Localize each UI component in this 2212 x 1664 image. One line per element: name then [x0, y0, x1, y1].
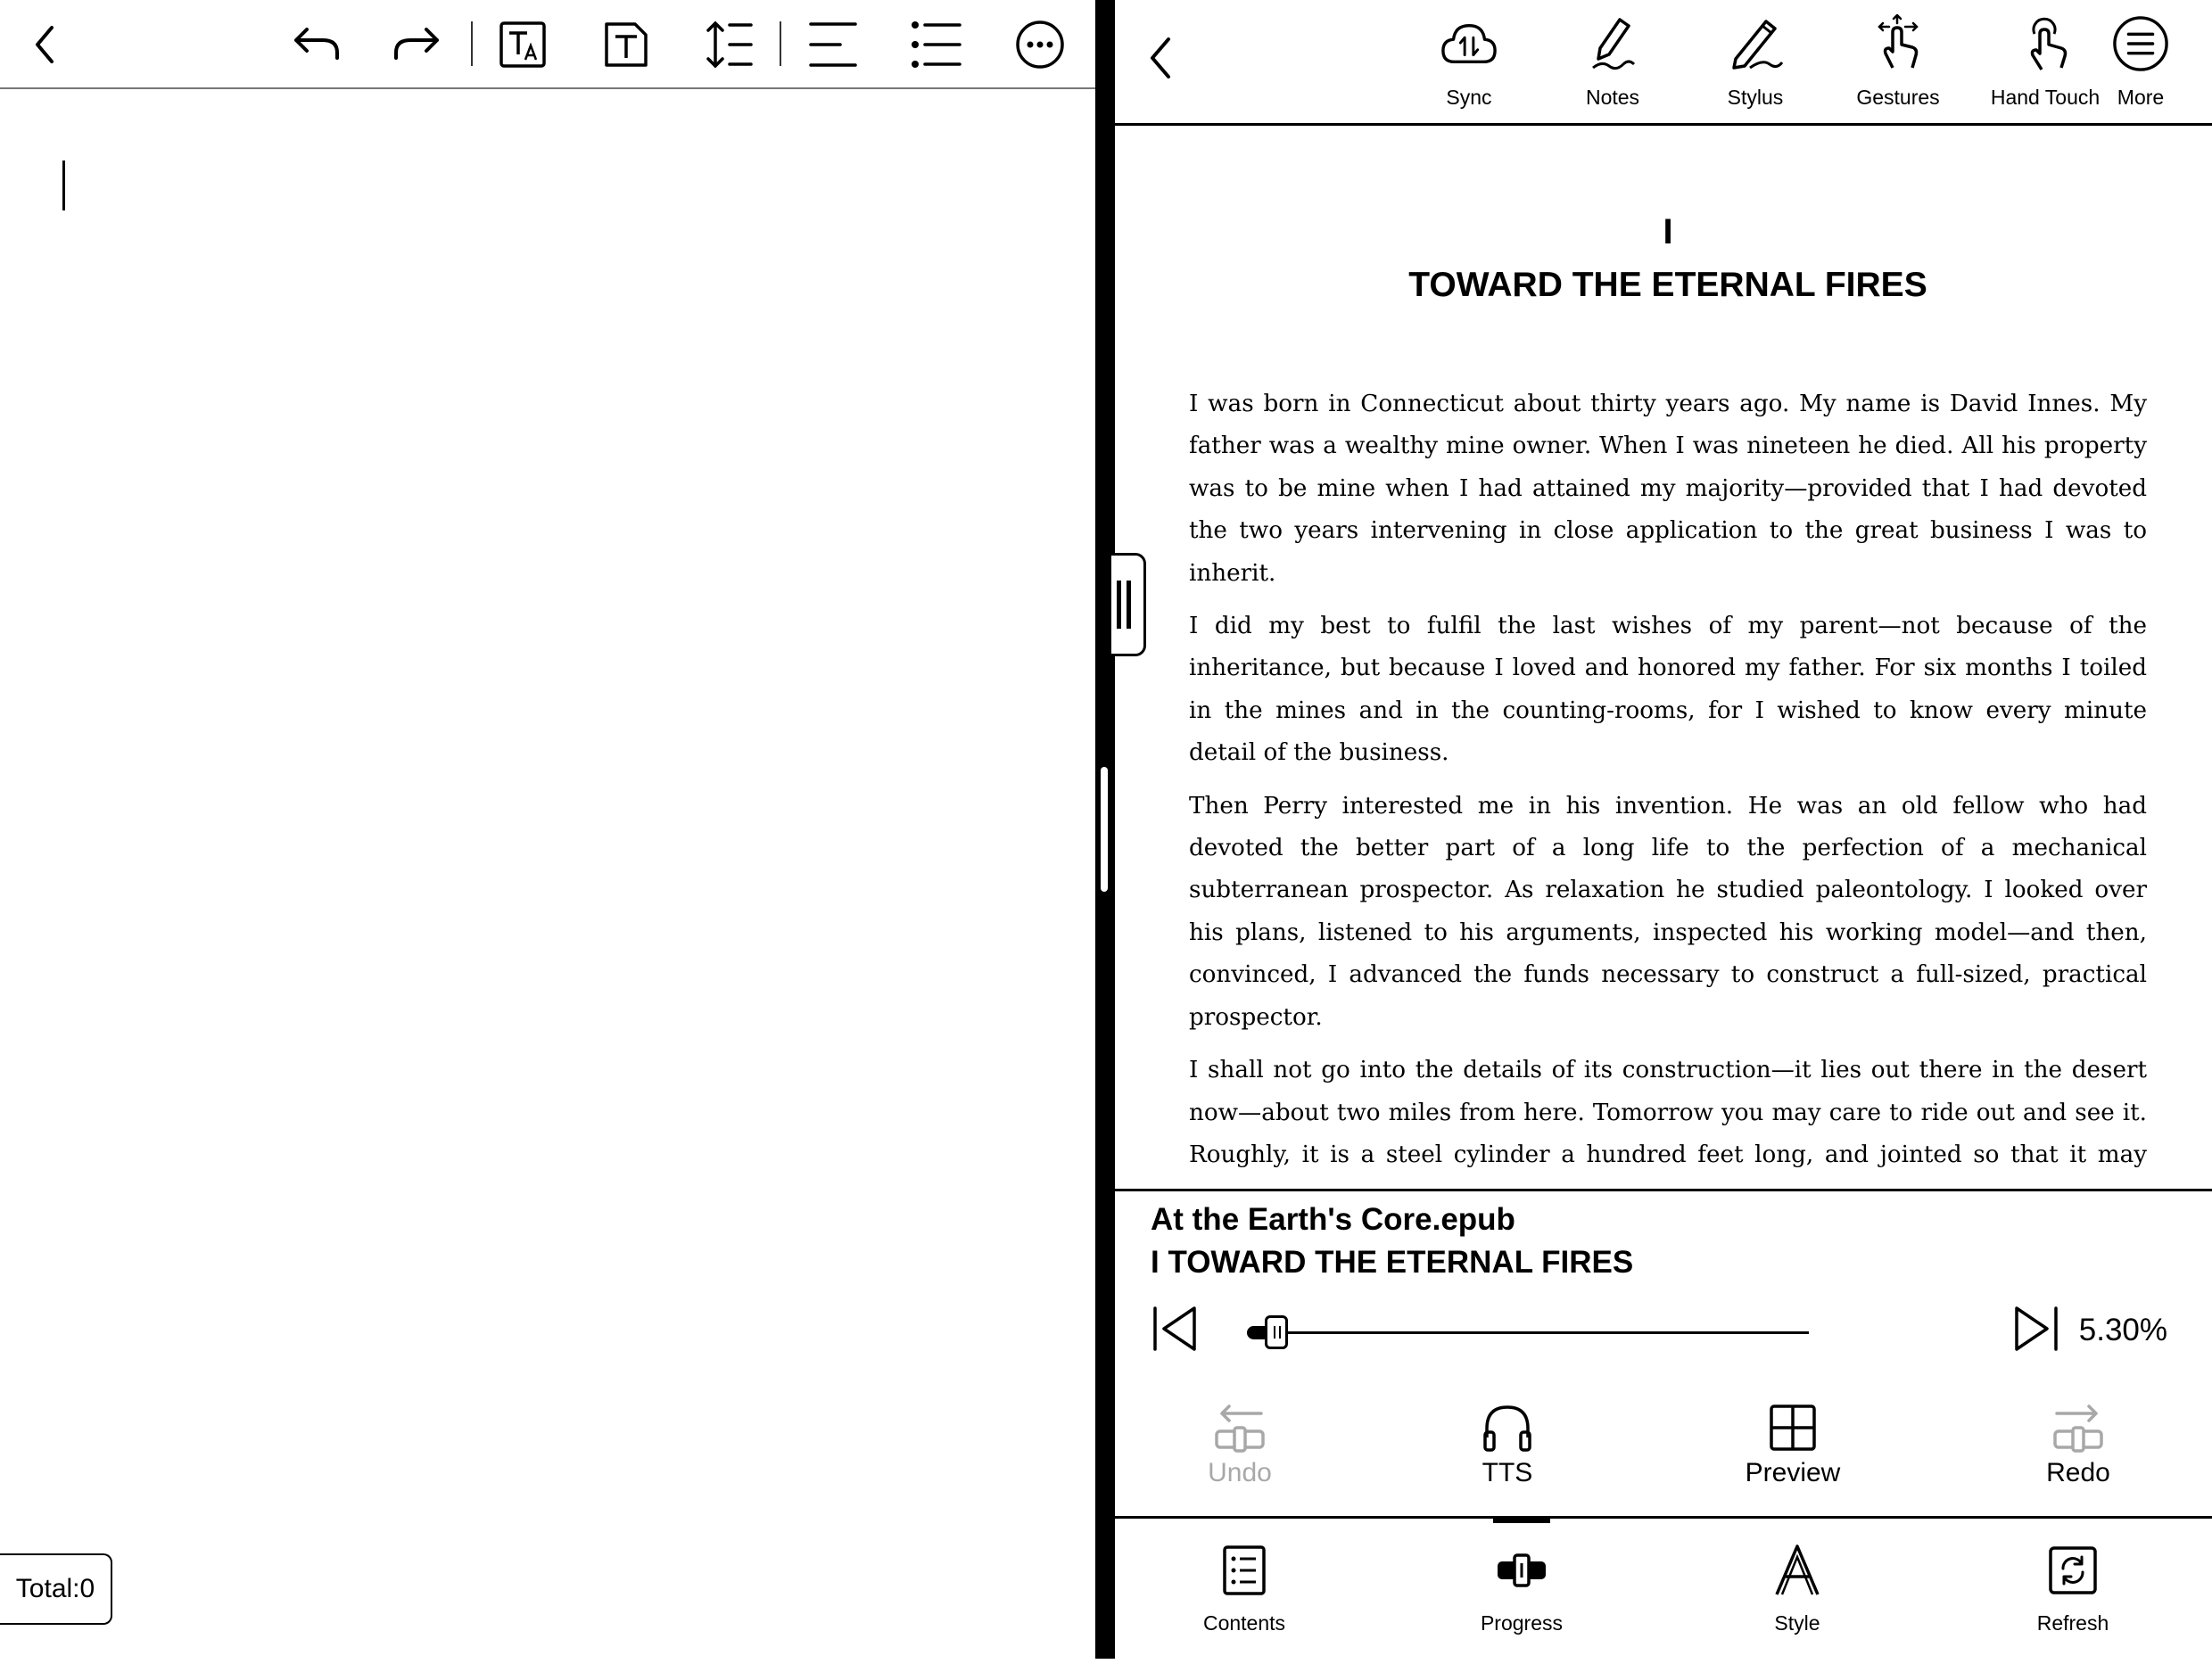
hand-touch-label: Hand Touch: [1990, 86, 2101, 109]
style-a-icon: [1773, 1543, 1821, 1598]
preview-label: Preview: [1745, 1458, 1841, 1487]
divider-grip[interactable]: [1101, 767, 1108, 892]
redo-label: Redo: [2046, 1458, 2110, 1487]
book-paragraph: Then Perry interested me in his invention. He was an old fellow who had devoted the better part of a long life to the perfection of a mechanical subterranean prospector. As relaxation he studied paleontology. I looked over his plans, listened to his arguments, inspected his working model—and then, convinced, I advanced the funds necessary to construct a full-sized, practical prospector.: [1189, 792, 2147, 1031]
align-button[interactable]: [805, 16, 862, 73]
book-paragraph: I was born in Connecticut about thirty years ago. My name is David Innes. My father was a wealthy mine owner. When I was nineteen he died. All his property was to be mine when I had attained my majority—provided that I had devoted the two years intervening in close application to the great business I was to inherit.: [1189, 391, 2147, 587]
tab-style[interactable]: [1708, 1519, 1886, 1664]
more-button[interactable]: [1011, 16, 1069, 73]
book-paragraph: I shall not go into the details of its construction—it lies out there in the desert now—about two miles from here. Tomorrow you may care to ride out and see it. Roughly, it is a steel cylinder a hundred feet long, and jointed so that it may: [1189, 1057, 2147, 1168]
headphones-icon: [1482, 1402, 1533, 1454]
gestures-button[interactable]: [1831, 12, 1965, 116]
progress-slider-thumb[interactable]: [1265, 1315, 1288, 1349]
tab-refresh[interactable]: [1984, 1519, 2162, 1664]
text-style-icon: [499, 21, 547, 69]
tab-contents-label: Contents: [1202, 1611, 1286, 1635]
chapter-number: I: [1663, 212, 1673, 251]
toolbar-separator: [471, 21, 473, 66]
align-left-icon: [808, 21, 858, 69]
tab-progress-label: Progress: [1480, 1611, 1564, 1635]
reader-bottom-tabs: [1115, 1516, 2212, 1664]
undo-label: Undo: [1208, 1458, 1272, 1487]
tab-refresh-label: Refresh: [2036, 1611, 2109, 1635]
more-circle-icon: [1015, 20, 1065, 70]
handle-bar: [1127, 581, 1131, 629]
skip-next-icon: [2011, 1305, 2059, 1353]
chapter-title: TOWARD THE ETERNAL FIRES: [1408, 266, 1927, 304]
tab-contents[interactable]: [1155, 1519, 1333, 1664]
editor-toolbar: [0, 0, 1095, 89]
preview-button[interactable]: [1704, 1399, 1882, 1497]
redo-progress-icon: [2051, 1401, 2105, 1454]
tts-button[interactable]: [1418, 1399, 1597, 1497]
sync-label: Sync: [1446, 86, 1492, 109]
bullet-list-icon: [911, 21, 962, 69]
text-style-button[interactable]: [494, 16, 551, 73]
menu-circle-icon: [2112, 14, 2169, 73]
reader-menu-panel: [1115, 1189, 2212, 1661]
sync-button[interactable]: [1402, 12, 1536, 116]
progress-track[interactable]: [1247, 1331, 1809, 1334]
progress-percent: 5.30%: [2078, 1313, 2167, 1347]
current-chapter-title: I TOWARD THE ETERNAL FIRES: [1151, 1245, 1634, 1280]
stylus-button[interactable]: [1688, 12, 1822, 116]
text-box-button[interactable]: [598, 16, 655, 73]
progress-slider-icon: [1495, 1553, 1548, 1588]
total-label: Total:0: [15, 1574, 95, 1603]
chevron-left-icon: [27, 22, 62, 67]
more-label: More: [2117, 86, 2165, 109]
grid-preview-icon: [1769, 1404, 1817, 1452]
contents-list-icon: [1222, 1545, 1267, 1596]
gestures-icon: [1869, 14, 1927, 73]
pen-notes-icon: [1588, 14, 1638, 73]
redo-button[interactable]: [389, 16, 446, 73]
handle-bar: [1117, 581, 1121, 629]
cloud-sync-icon: [1440, 20, 1498, 68]
skip-previous-icon: [1151, 1305, 1200, 1353]
active-tab-indicator: [1493, 1519, 1550, 1523]
notes-label: Notes: [1585, 86, 1640, 109]
total-counter: [0, 1553, 112, 1625]
text-cursor: [62, 161, 65, 210]
line-spacing-button[interactable]: [701, 16, 758, 73]
undo-arrow-icon: [289, 22, 343, 67]
list-button[interactable]: [908, 16, 965, 73]
redo-progress-button[interactable]: [1989, 1399, 2167, 1497]
stylus-icon: [1727, 14, 1784, 73]
back-button[interactable]: [16, 16, 73, 73]
tab-style-label: Style: [1774, 1611, 1820, 1635]
reader-toolbar: [1115, 0, 2212, 126]
more-menu-button[interactable]: [2059, 12, 2192, 116]
previous-chapter-button[interactable]: [1147, 1300, 1204, 1357]
notes-button[interactable]: [1546, 12, 1680, 116]
next-chapter-button[interactable]: [2007, 1300, 2064, 1357]
undo-button[interactable]: [287, 16, 344, 73]
gestures-label: Gestures: [1856, 86, 1940, 109]
tts-label: TTS: [1482, 1458, 1533, 1487]
note-editor-pane[interactable]: [0, 0, 1095, 1659]
book-paragraph: I did my best to fulfil the last wishes of my parent—not because of the inheritance, but because I loved and honored my father. For six months I toiled in the mines and in the counting-rooms, for I wished to know every minute detail of the business.: [1189, 613, 2147, 767]
undo-progress-button[interactable]: [1151, 1399, 1329, 1497]
redo-arrow-icon: [391, 22, 444, 67]
undo-progress-icon: [1213, 1401, 1267, 1454]
line-spacing-icon: [705, 20, 755, 70]
reader-back-button[interactable]: [1133, 27, 1190, 89]
toolbar-separator: [780, 21, 781, 66]
reader-pane: [1115, 0, 2212, 1659]
text-box-icon: [603, 21, 649, 69]
chevron-left-icon: [1143, 34, 1179, 82]
book-page[interactable]: [1189, 205, 2147, 1182]
book-file-name: At the Earth's Core.epub: [1151, 1202, 1515, 1237]
stylus-label: Stylus: [1727, 86, 1784, 109]
split-view-handle[interactable]: [1111, 553, 1146, 656]
refresh-icon: [2048, 1545, 2098, 1595]
tab-progress[interactable]: [1432, 1519, 1611, 1664]
